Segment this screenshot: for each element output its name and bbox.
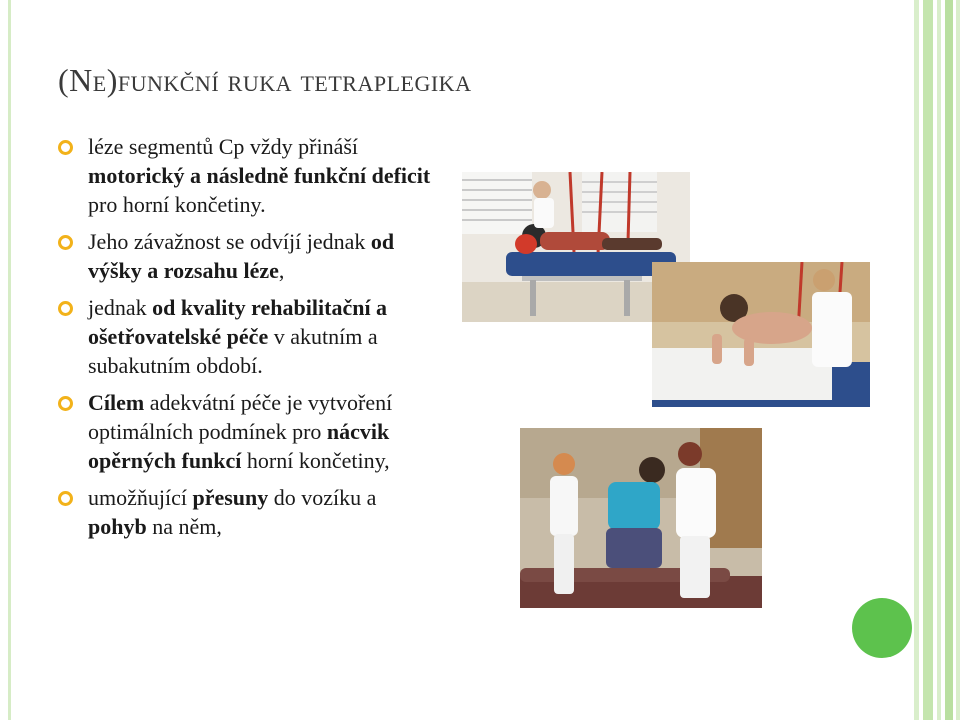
hollow-circle-bullet-icon <box>58 491 73 506</box>
bullet-item <box>58 483 438 541</box>
bullet-text: do vozíku a <box>268 485 377 510</box>
hollow-circle-bullet-icon <box>58 235 73 250</box>
bullet-text: horní končetiny, <box>241 448 390 473</box>
bullet-text: v akutním a subakutním období. <box>88 324 378 378</box>
bullet-bold-text: nácvik opěrných funkcí <box>88 419 390 473</box>
left-decor-line <box>8 0 11 720</box>
bullet-text: jednak <box>88 295 153 320</box>
bullet-item <box>58 293 438 380</box>
bullet-text: pro horní končetiny. <box>88 192 266 217</box>
bullet-item <box>58 388 438 475</box>
bullet-item <box>58 227 438 285</box>
bullet-bold-text: přesuny <box>192 485 269 510</box>
bullet-bold-text: od výšky a rozsahu léze <box>88 229 395 283</box>
bullet-item <box>58 132 438 219</box>
hollow-circle-bullet-icon <box>58 301 73 316</box>
bullet-text: léze segmentů Cp vždy přináší <box>88 134 359 159</box>
bullet-bold-text: od kvality rehabilitační a ošetřovatelské péče <box>88 295 388 349</box>
hollow-circle-bullet-icon <box>58 140 73 155</box>
bullet-bold-text: motorický a následně funkční deficit <box>88 163 431 188</box>
hollow-circle-bullet-icon <box>58 396 73 411</box>
bullet-text: Jeho závažnost se odvíjí jednak <box>88 229 371 254</box>
bullet-text: , <box>278 258 285 283</box>
photo-assisted-sitting <box>520 428 762 608</box>
bullet-bold-text: pohyb <box>88 514 147 539</box>
slide-title: (Ne)funkční ruka tetraplegika <box>58 62 472 98</box>
photo-weight-bearing <box>652 262 870 407</box>
right-decor-stripes <box>914 0 960 720</box>
bullet-text: na něm, <box>146 514 222 539</box>
bullet-text: umožňující <box>88 485 193 510</box>
bullet-text: adekvátní péče je vytvoření optimálních podmínek pro <box>88 390 393 444</box>
bullet-list <box>58 132 438 549</box>
bullet-bold-text: Cílem <box>88 390 145 415</box>
green-circle-decor <box>852 598 912 658</box>
